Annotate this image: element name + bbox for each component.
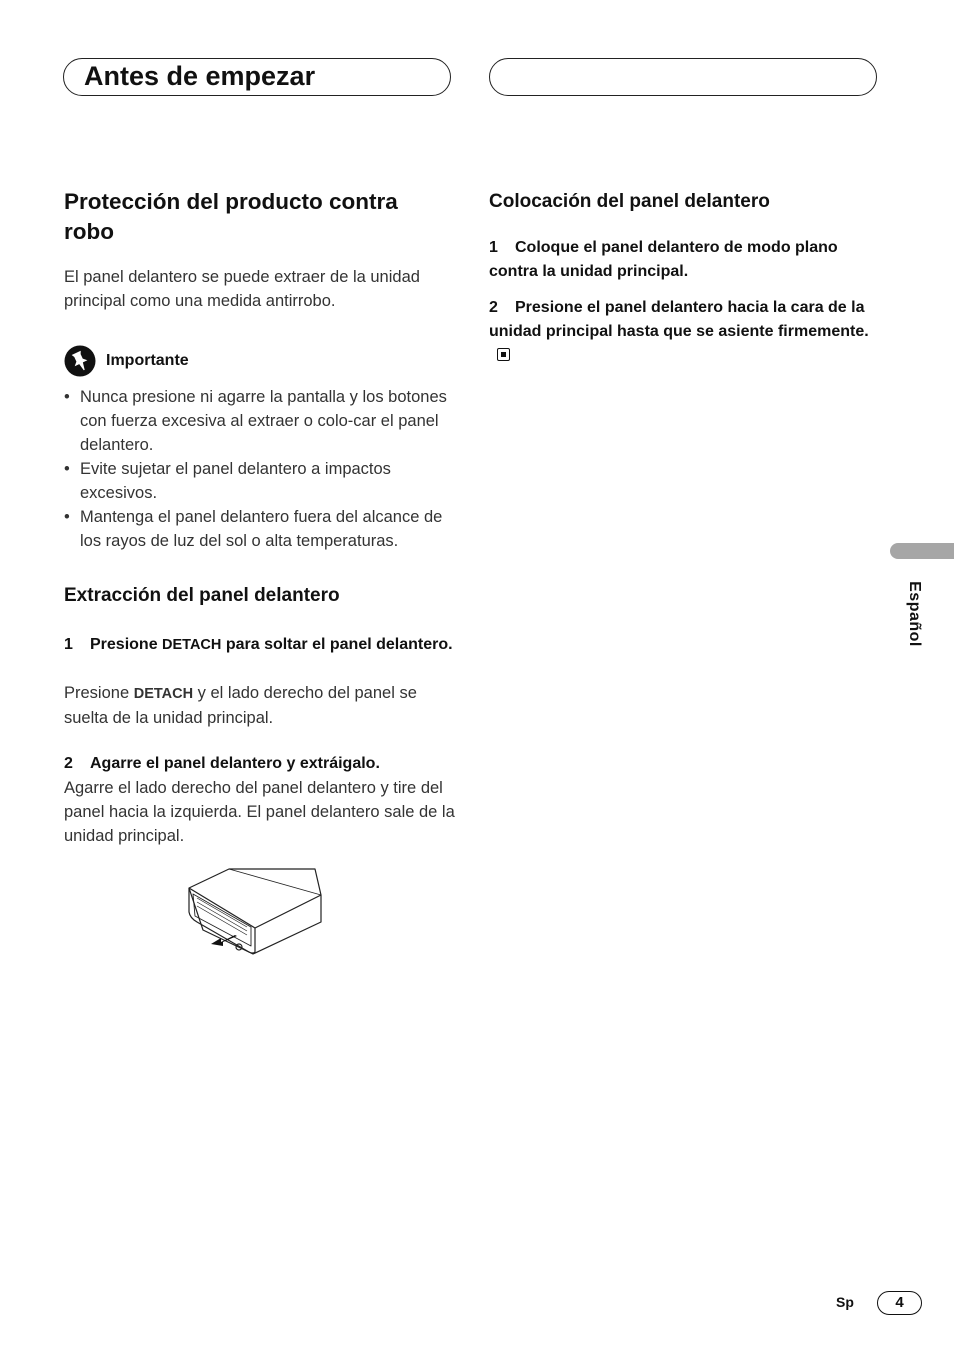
detach-keyword: DETACH [162,637,222,653]
intro-paragraph: El panel delantero se puede extraer de la unidad principal como una medida antirrobo. [64,268,420,310]
heading-theft-protection: Protección del producto contra robo [64,189,398,244]
footer-language-code: Sp [836,1294,854,1310]
important-heading [64,345,189,377]
removal-step-1-body: Presione DETACH y el lado derecho del panel se suelta de la unidad principal. [64,684,417,727]
important-label: Importante [106,352,189,369]
detach-keyword: DETACH [133,686,194,702]
heading-removal: Extracción del panel delantero [64,585,340,606]
section-header-pill-right [489,58,877,96]
attach-step-1: 1 Coloque el panel delantero de modo plano contra la unidad principal. [489,239,838,280]
page-number: 4 [877,1291,922,1315]
head-unit-illustration [183,866,323,958]
removal-step-1: 1 Presione DETACH para soltar el panel delantero. [64,636,453,653]
attach-step-2: 2 Presione el panel delantero hacia la cara de la unidad principal hasta que se asiente firmemente. [489,296,881,368]
removal-step-2-body: Agarre el lado derecho del panel delantero y tire del panel hacia la izquierda. El panel delantero sale de la unidad principal. [64,779,455,845]
important-pin-icon [64,345,96,377]
language-tab-label: Español [906,581,923,647]
section-title: Antes de empezar [84,61,316,91]
section-header-pill [63,58,451,96]
heading-attach: Colocación del panel delantero [489,191,770,212]
end-square-icon [497,348,510,361]
list-item: • Evite sujetar el panel delantero a impactos excesivos. [64,460,391,502]
removal-step-2: 2 Agarre el panel delantero y extráigalo. [64,755,380,772]
important-list [64,385,454,553]
list-item: • Mantenga el panel delantero fuera del alcance de los rayos de luz del sol o alta temperaturas. [64,508,443,550]
list-item: • Nunca presione ni agarre la pantalla y los botones con fuerza excesiva al extraer o colo-car el panel delantero. [64,388,447,454]
language-tab-marker [890,543,954,559]
